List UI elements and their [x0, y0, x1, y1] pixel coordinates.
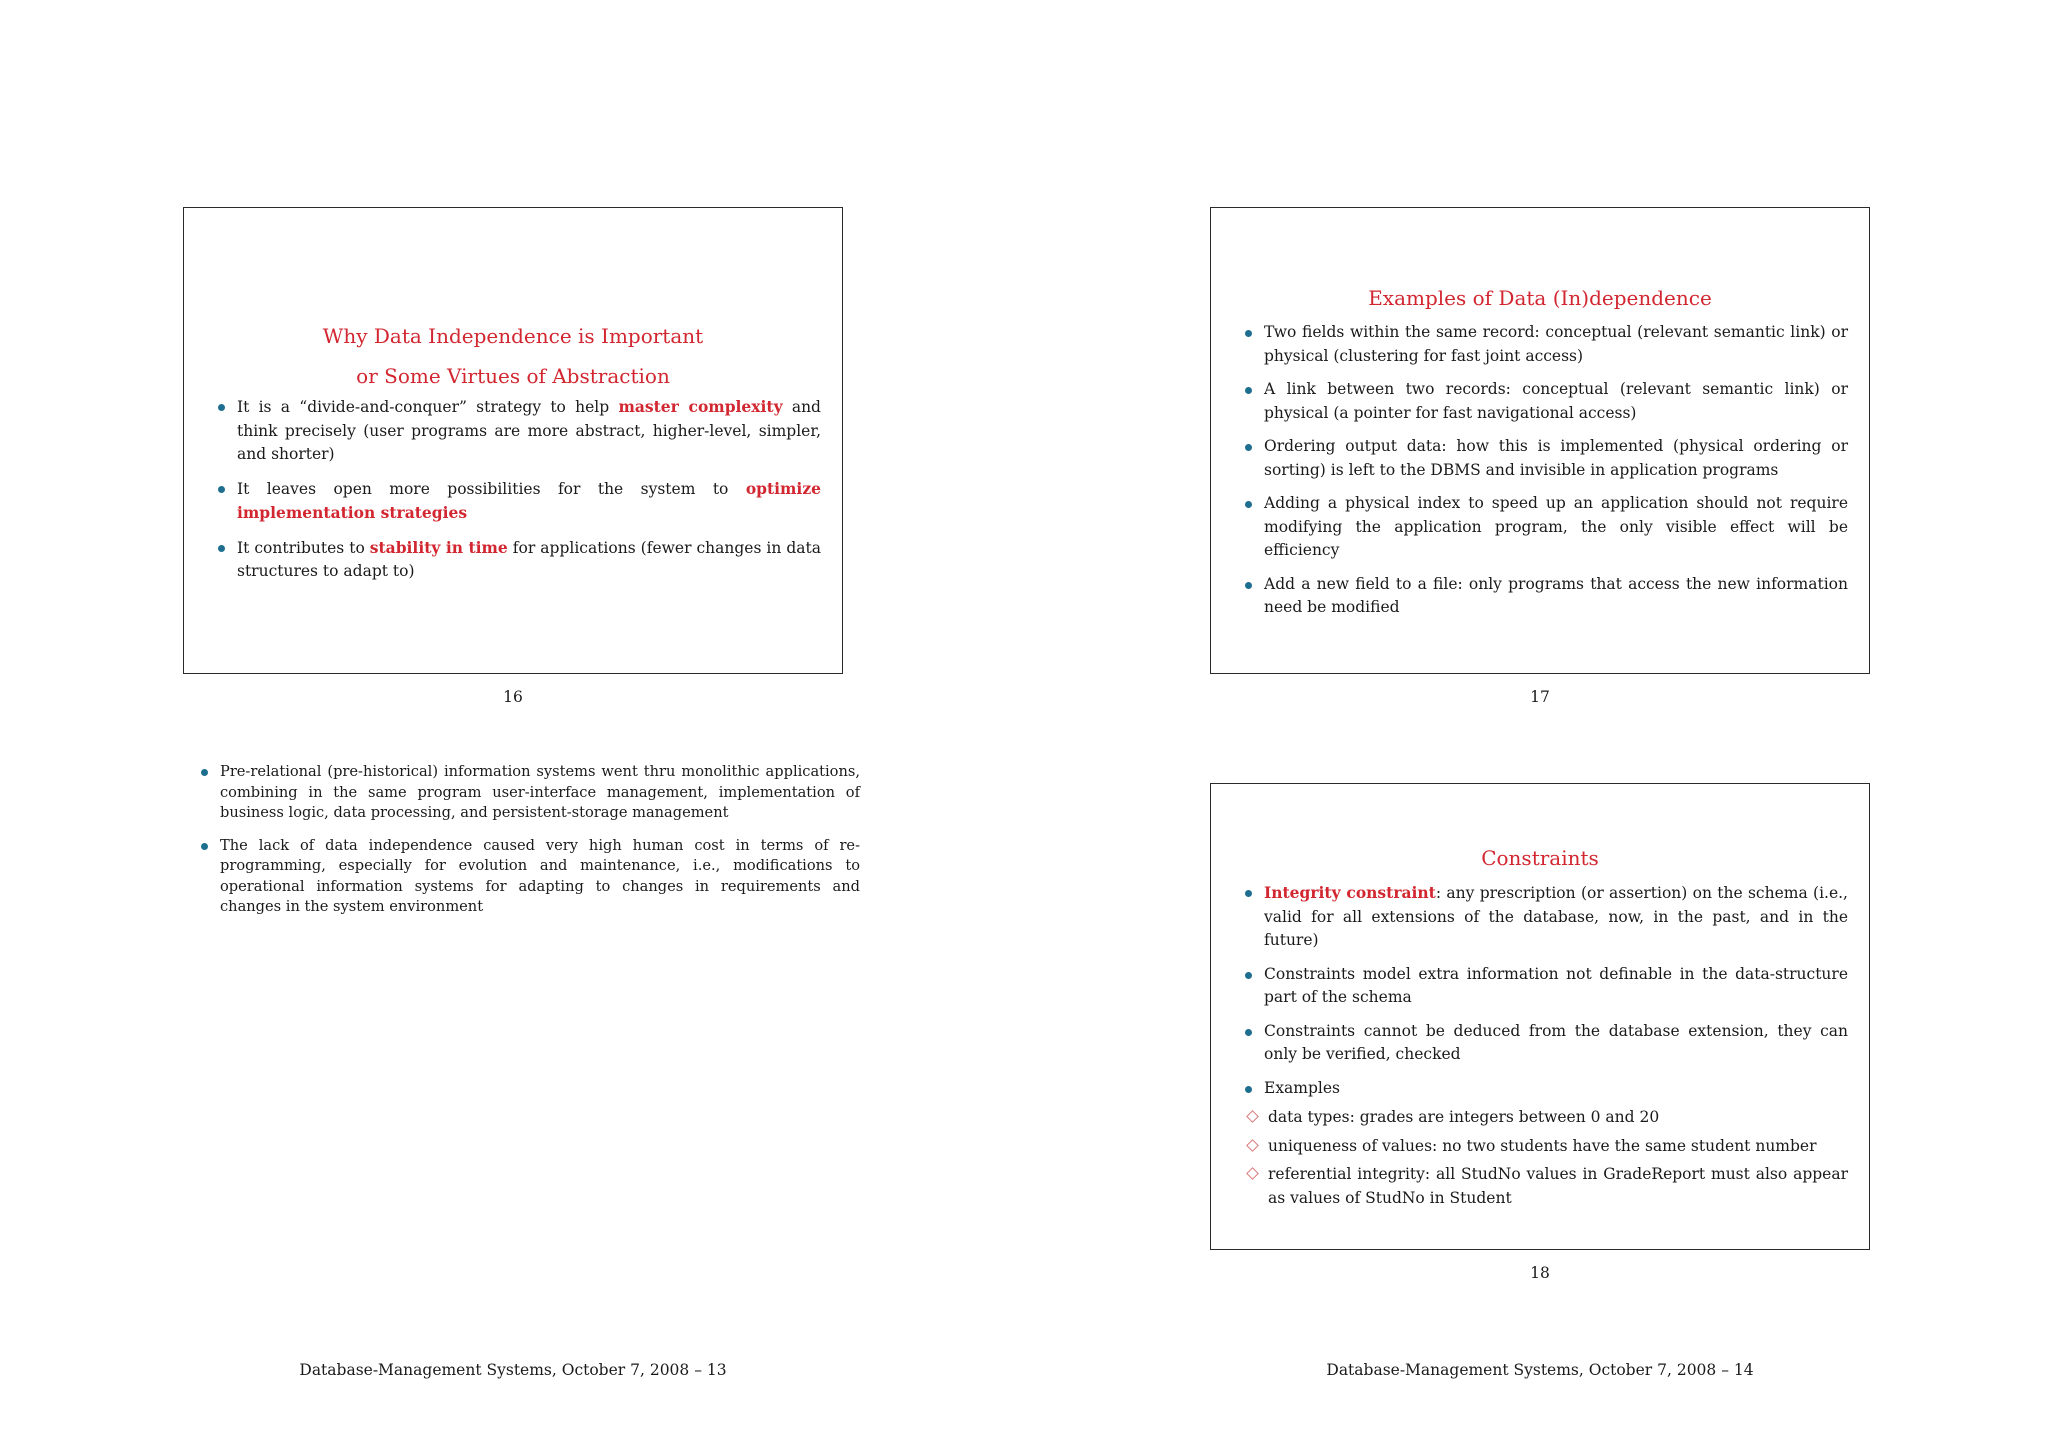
- highlight-text: Integrity constraint: [1264, 883, 1436, 902]
- bullet-icon: [1245, 330, 1252, 337]
- list-item: Add a new field to a file: only programs that access the new information need be modified: [1244, 573, 1848, 620]
- bullet-icon: [1245, 890, 1252, 897]
- highlight-text: master complexity: [618, 397, 783, 416]
- highlight-text: optimize implementation strategies: [237, 478, 821, 522]
- bullet-icon: [1245, 444, 1252, 451]
- list-item: Adding a physical index to speed up an application should not require modifying the application program, the only visible effect will be efficiency: [1244, 492, 1848, 563]
- bullet-list: [217, 395, 821, 584]
- slide-number: 18: [1530, 1264, 1550, 1282]
- list-item: uniqueness of values: no two students have the same student number: [1244, 1135, 1848, 1159]
- bullet-icon: [1245, 1029, 1252, 1036]
- page-footer-right: Database-Management Systems, October 7, 2008 – 14: [1326, 1361, 1754, 1379]
- bullet-icon: [218, 486, 225, 493]
- slide-number: 16: [503, 688, 523, 706]
- list-item: Constraints model extra information not definable in the data-structure part of the schema: [1244, 963, 1848, 1010]
- diamond-icon: [1246, 1167, 1259, 1180]
- slide-18: [1210, 783, 1870, 1250]
- list-item: The lack of data independence caused very high human cost in terms of re-programming, especially for evolution and maintenance, i.e., modifications to operational information systems for adapting to changes in requirements and changes in the system environment: [200, 836, 860, 918]
- bullet-icon: [201, 769, 208, 776]
- bullet-icon: [218, 404, 225, 411]
- bullet-icon: [1245, 387, 1252, 394]
- bullet-icon: [1245, 972, 1252, 979]
- slide-title: Examples of Data (In)dependence: [1368, 286, 1712, 310]
- list-item: referential integrity: all StudNo values in GradeReport must also appear as values of StudNo in Student: [1244, 1163, 1848, 1210]
- examples-list: [1244, 1106, 1848, 1210]
- list-item: Ordering output data: how this is implemented (physical ordering or sorting) is left to the DBMS and invisible in application programs: [1244, 435, 1848, 482]
- diamond-icon: [1246, 1139, 1259, 1152]
- bullet-icon: [1245, 501, 1252, 508]
- list-item: A link between two records: conceptual (relevant semantic link) or physical (a pointer for fast navigational access): [1244, 378, 1848, 425]
- list-item: Examples: [1244, 1077, 1848, 1101]
- slide-subtitle: or Some Virtues of Abstraction: [356, 364, 670, 388]
- highlight-text: stability in time: [369, 537, 508, 557]
- list-item: It is a “divide-and-conquer” strategy to help master complexity and think precisely (user programs are more abstract, higher-level, simpler, and shorter): [217, 395, 821, 467]
- slide-title: Why Data Independence is Important: [322, 324, 704, 348]
- slide-number: 17: [1530, 688, 1550, 706]
- list-item: Constraints cannot be deduced from the database extension, they can only be verified, checked: [1244, 1020, 1848, 1067]
- slide-title: Constraints: [1481, 846, 1599, 870]
- diamond-icon: [1246, 1110, 1259, 1123]
- slide-17: [1210, 207, 1870, 674]
- list-item: Integrity constraint: any prescription (or assertion) on the schema (i.e., valid for all extensions of the database, now, in the past, and in the future): [1244, 881, 1848, 953]
- bullet-icon: [201, 843, 208, 850]
- bullet-list: [1244, 881, 1848, 1100]
- speaker-notes: [200, 762, 860, 930]
- bullet-list: [200, 762, 860, 918]
- slide-16: [183, 207, 843, 674]
- list-item: Pre-relational (pre-historical) information systems went thru monolithic applications, combining in the same program user-interface management, implementation of business logic, data processing, and persistent-storage management: [200, 762, 860, 824]
- list-item: data types: grades are integers between 0 and 20: [1244, 1106, 1848, 1130]
- list-item: It leaves open more possibilities for the system to optimize implementation strategies: [217, 477, 821, 526]
- page-footer-left: Database-Management Systems, October 7, 2008 – 13: [299, 1361, 727, 1379]
- bullet-icon: [1245, 582, 1252, 589]
- bullet-list: [1244, 321, 1848, 620]
- bullet-icon: [1245, 1086, 1252, 1093]
- list-item: It contributes to stability in time for applications (fewer changes in data structures to adapt to): [217, 536, 821, 584]
- bullet-icon: [218, 545, 225, 552]
- list-item: Two fields within the same record: conceptual (relevant semantic link) or physical (clustering for fast joint access): [1244, 321, 1848, 368]
